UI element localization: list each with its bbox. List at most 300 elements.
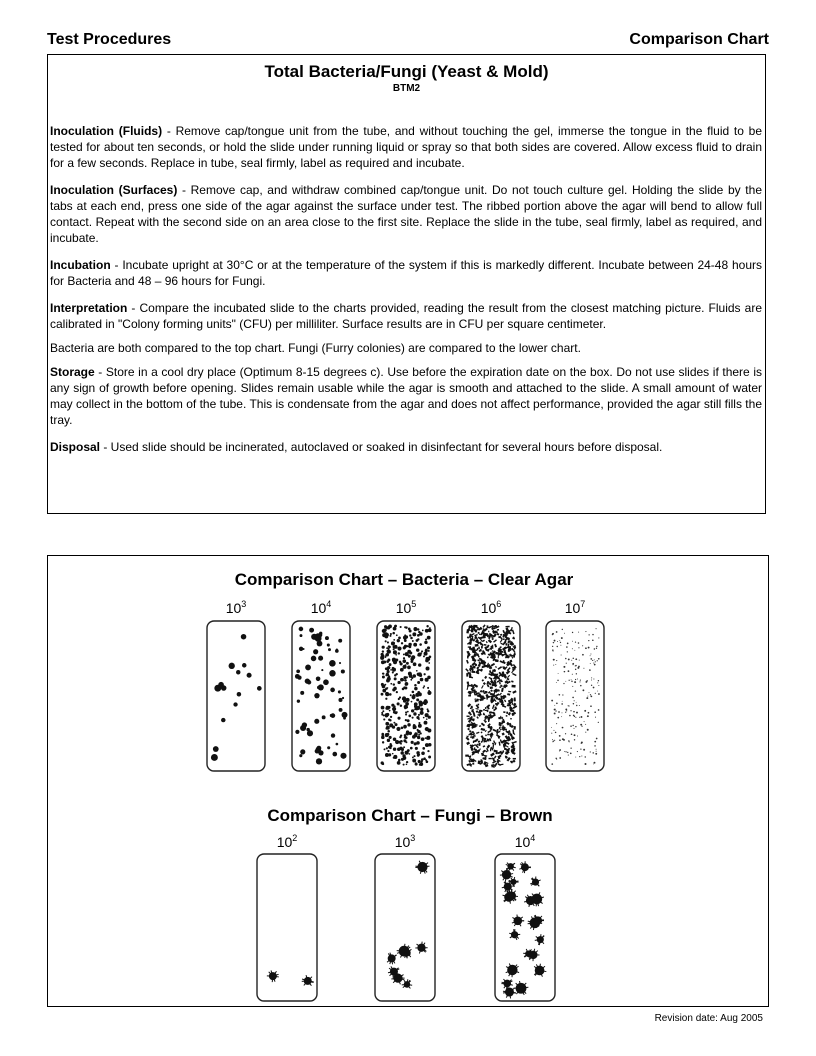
colony-mark (402, 659, 406, 663)
colony-mark (405, 711, 407, 713)
colony-mark (213, 746, 219, 752)
colony-mark (397, 646, 401, 650)
colony-mark (478, 743, 480, 746)
colony-mark (511, 685, 515, 688)
colony-mark (390, 633, 392, 635)
colony-mark (511, 761, 513, 763)
colony-mark (387, 641, 389, 643)
colony-mark (478, 741, 480, 743)
colony-mark (502, 719, 504, 721)
colony-mark (420, 678, 424, 682)
colony-mark (229, 663, 235, 669)
colony-mark (341, 669, 345, 673)
colony-mark (477, 660, 479, 662)
colony-mark (473, 741, 474, 743)
colony-mark (598, 693, 600, 695)
colony-mark (585, 631, 586, 632)
colony-mark (312, 629, 314, 631)
colony-mark (299, 754, 302, 757)
colony-mark (399, 661, 401, 663)
colony-mark (393, 660, 397, 664)
colony-mark (383, 628, 386, 631)
colony-mark (247, 673, 252, 678)
colony-mark (572, 697, 574, 699)
section-heading: Disposal (50, 440, 101, 454)
colony-mark (581, 726, 582, 727)
colony-mark (594, 659, 595, 660)
colony-mark (590, 658, 592, 660)
colony-mark (572, 648, 573, 649)
colony-mark (411, 709, 414, 712)
colony-mark (418, 692, 422, 696)
colony-mark (484, 644, 487, 646)
colony-mark (381, 706, 385, 710)
colony-mark (413, 712, 416, 715)
colony-mark (417, 681, 420, 684)
colony-mark (403, 764, 405, 766)
colony-mark (425, 652, 427, 654)
colony-mark (575, 690, 576, 691)
colony-mark (576, 712, 578, 714)
label-base: 10 (395, 600, 412, 616)
colony-mark (393, 639, 395, 641)
colony-mark (495, 703, 497, 705)
colony-mark (565, 733, 566, 734)
colony-mark (570, 710, 571, 711)
colony-mark (382, 741, 384, 743)
colony-mark (428, 716, 431, 719)
colony-mark (387, 739, 390, 742)
colony-mark (595, 661, 596, 662)
label-exponent: 4 (530, 833, 536, 843)
concentration-label (565, 599, 586, 616)
colony-mark (389, 663, 392, 666)
colony-mark (393, 747, 396, 750)
label-exponent: 5 (411, 599, 417, 609)
colony-mark (414, 708, 416, 710)
colony-mark (339, 662, 341, 664)
colony-mark (567, 642, 569, 644)
colony-mark (578, 632, 579, 633)
colony-mark (418, 652, 422, 656)
colony-mark (403, 636, 407, 640)
colony-mark (553, 730, 554, 731)
colony-mark (388, 718, 391, 721)
colony-mark (598, 709, 600, 711)
colony-mark (385, 653, 389, 657)
colony-mark (389, 710, 391, 712)
colony-mark (559, 739, 561, 741)
colony-mark (596, 749, 597, 750)
colony-mark (574, 650, 575, 651)
label-exponent: 6 (496, 599, 502, 609)
colony-mark (321, 669, 323, 671)
colony-mark (315, 633, 322, 640)
colony-mark (566, 751, 567, 752)
colony-mark (317, 686, 320, 689)
colony-mark (413, 724, 416, 727)
colony-mark (422, 630, 424, 632)
colony-mark (405, 666, 407, 668)
colony-mark (300, 749, 305, 754)
colony-mark (393, 687, 396, 690)
colony-mark (397, 702, 400, 705)
colony-mark (338, 698, 342, 702)
colony-mark (470, 760, 474, 762)
colony-mark (409, 674, 413, 678)
colony-mark (490, 712, 494, 714)
colony-mark (556, 660, 557, 661)
colony-mark (488, 758, 491, 759)
colony-mark (397, 717, 400, 720)
label-base: 10 (564, 600, 581, 616)
colony-mark (484, 691, 487, 693)
concentration-label (515, 833, 536, 850)
colony-mark (572, 686, 573, 687)
concentration-label (396, 599, 417, 616)
colony-mark (565, 712, 566, 713)
colony-mark (390, 716, 392, 718)
colony-mark (427, 710, 429, 712)
colony-mark (579, 705, 580, 706)
colony-mark (554, 705, 555, 706)
colony-mark (387, 659, 390, 662)
colony-mark (388, 648, 390, 650)
colony-mark (393, 712, 395, 714)
colony-mark (421, 752, 425, 756)
colony-mark (418, 631, 420, 633)
colony-mark (505, 626, 509, 628)
colony-mark (572, 641, 573, 642)
colony-mark (498, 654, 499, 658)
colony-mark (587, 729, 589, 731)
colony-mark (297, 699, 300, 702)
colony-mark (386, 673, 389, 676)
colony-mark (398, 636, 401, 639)
colony-mark (551, 733, 552, 734)
colony-mark (575, 642, 576, 643)
colony-mark (313, 649, 318, 654)
colony-mark (406, 676, 408, 678)
colony-mark (404, 639, 407, 642)
colony-mark (410, 637, 413, 640)
colony-mark (415, 747, 418, 750)
colony-mark (426, 718, 428, 720)
colony-mark (417, 638, 419, 640)
colony-mark (590, 751, 591, 752)
header-left-title: Test Procedures (47, 31, 172, 48)
colony-mark (565, 681, 566, 682)
colony-mark (412, 735, 416, 739)
colony-mark (397, 639, 400, 642)
colony-mark (568, 705, 569, 706)
colony-mark (566, 646, 568, 648)
colony-mark (418, 761, 420, 763)
colony-mark (590, 663, 591, 664)
colony-mark (306, 728, 309, 731)
label-base: 10 (480, 600, 497, 616)
colony-mark (395, 723, 398, 726)
colony-mark (503, 650, 506, 653)
colony-mark (327, 746, 330, 749)
colony-mark (493, 674, 496, 676)
colony-mark (397, 747, 401, 751)
colony-mark (559, 757, 561, 759)
colony-mark (410, 747, 413, 750)
label-exponent: 3 (241, 599, 247, 609)
colony-mark (423, 687, 425, 689)
colony-mark (574, 716, 575, 717)
colony-mark (560, 642, 561, 643)
colony-mark (575, 669, 576, 670)
colony-mark (428, 745, 430, 747)
colony-mark (429, 655, 432, 658)
colony-mark (584, 721, 585, 722)
colony-mark (582, 654, 584, 656)
colony-mark (580, 680, 581, 681)
colony-mark (578, 666, 580, 668)
colony-mark (382, 689, 386, 693)
colony-mark (394, 677, 397, 680)
colony-mark (475, 664, 477, 666)
colony-mark (425, 649, 428, 652)
colony-mark (335, 649, 339, 653)
colony-mark (469, 730, 471, 732)
colony-mark (343, 717, 346, 720)
colony-mark (570, 752, 572, 754)
colony-mark (474, 735, 475, 738)
colony-mark (585, 724, 586, 725)
colony-mark (403, 679, 405, 681)
label-base: 10 (514, 834, 531, 850)
colony-mark (467, 655, 469, 658)
colony-mark (591, 685, 592, 686)
colony-mark (598, 658, 600, 660)
colony-mark (506, 712, 508, 714)
comparison-chart-box (47, 555, 769, 1007)
colony-mark (396, 691, 398, 693)
colony-mark (392, 753, 394, 755)
colony-mark (572, 632, 573, 633)
colony-mark (392, 671, 394, 673)
colony-mark (594, 664, 596, 666)
label-exponent: 4 (326, 599, 332, 609)
colony-mark (398, 759, 401, 762)
colony-mark (490, 748, 491, 751)
label-exponent: 3 (410, 833, 416, 843)
label-base: 10 (394, 834, 411, 850)
colony-mark (325, 636, 329, 640)
colony-mark (418, 724, 422, 728)
colony-mark (385, 753, 389, 757)
colony-mark (422, 701, 425, 704)
colony-mark (562, 701, 563, 702)
colony-mark (412, 757, 414, 759)
colony-mark (565, 658, 567, 660)
colony-mark (559, 751, 560, 752)
colony-mark (567, 651, 568, 652)
colony-mark (416, 670, 418, 672)
colony-mark (416, 698, 419, 701)
colony-mark (233, 702, 237, 706)
procedure-body (48, 123, 765, 455)
colony-mark (589, 692, 590, 693)
concentration-label (481, 599, 502, 616)
colony-mark (423, 655, 425, 657)
colony-mark (393, 683, 395, 685)
colony-mark (299, 627, 304, 632)
colony-mark (417, 736, 420, 739)
colony-mark (382, 650, 384, 652)
colony-mark (393, 627, 397, 631)
colony-mark (596, 751, 597, 752)
colony-mark (598, 722, 599, 723)
colony-mark (427, 636, 431, 640)
label-exponent: 7 (580, 599, 586, 609)
colony-mark (409, 753, 411, 755)
colony-mark (502, 674, 506, 676)
colony-mark (401, 726, 404, 729)
colony-filament (535, 940, 541, 941)
colony-mark (428, 662, 430, 664)
colony-mark (564, 671, 566, 673)
colony-mark (411, 701, 413, 703)
colony-mark (467, 716, 470, 717)
section-heading: Storage (50, 365, 95, 379)
colony-mark (413, 643, 417, 647)
colony-mark (585, 763, 587, 765)
colony-mark (422, 747, 425, 750)
colony-mark (592, 660, 593, 661)
colony-mark (500, 646, 502, 648)
colony-mark (583, 749, 585, 751)
colony-mark (404, 626, 406, 628)
procedure-box (47, 54, 766, 514)
colony-mark (561, 716, 562, 717)
colony-mark (408, 628, 411, 631)
colony-mark (592, 634, 593, 635)
colony-mark (598, 680, 599, 681)
colony-mark (400, 626, 402, 628)
colony-mark (581, 716, 583, 718)
colony-mark (583, 668, 584, 669)
colony-mark (555, 732, 557, 734)
colony-mark (392, 668, 396, 672)
colony-mark (300, 725, 306, 731)
colony-mark (571, 733, 573, 735)
colony-mark (564, 633, 565, 634)
colony-mark (596, 738, 598, 740)
colony-mark (402, 750, 404, 752)
colony-mark (381, 736, 385, 740)
colony-mark (575, 726, 576, 727)
colony-mark (493, 764, 494, 768)
colony-mark (496, 659, 499, 662)
colony-mark (557, 680, 558, 681)
colony-mark (393, 737, 397, 741)
fungi-slide (375, 854, 435, 1001)
colony-mark (555, 664, 556, 665)
colony-mark (503, 638, 505, 640)
colony-mark (393, 705, 395, 707)
section-interpretation (50, 300, 762, 332)
colony-mark (472, 763, 474, 765)
colony-mark (394, 625, 396, 627)
colony-mark (574, 681, 576, 683)
colony-mark (594, 648, 595, 649)
label-base: 10 (310, 600, 327, 616)
colony-mark (485, 707, 487, 709)
colony-mark (561, 637, 563, 639)
colony-mark (400, 705, 402, 707)
colony-mark (577, 736, 578, 737)
colony-mark (427, 750, 429, 752)
section-comparison-note (50, 340, 762, 356)
colony-mark (554, 740, 555, 741)
colony-mark (422, 738, 424, 740)
colony-mark (562, 738, 564, 740)
colony-mark (590, 694, 591, 695)
colony-mark (572, 674, 573, 675)
colony-mark (557, 641, 558, 642)
colony-mark (572, 725, 573, 726)
concentration-label (226, 599, 247, 616)
colony-mark (242, 663, 247, 668)
colony-mark (221, 718, 225, 722)
colony-mark (595, 717, 596, 718)
colony-mark (300, 634, 303, 637)
colony-mark (412, 674, 416, 678)
colony-mark (398, 652, 400, 654)
colony-mark (575, 679, 576, 680)
colony-mark (236, 670, 240, 674)
colony-mark (558, 673, 559, 674)
colony-mark (552, 649, 554, 651)
colony-mark (386, 706, 390, 710)
colony-mark (393, 755, 397, 759)
colony-mark (488, 696, 491, 698)
colony-mark (327, 644, 330, 647)
colony-mark (307, 680, 309, 682)
colony-mark (580, 724, 582, 726)
colony-mark (418, 708, 420, 710)
colony-mark (556, 682, 557, 683)
colony-mark (555, 709, 556, 710)
colony-mark (592, 639, 594, 641)
section-disposal (50, 439, 762, 455)
colony-mark (387, 650, 391, 654)
colony-mark (562, 712, 563, 713)
colony-mark (237, 692, 242, 697)
colony-mark (300, 691, 304, 695)
colony-mark (381, 660, 385, 664)
colony-mark (400, 751, 403, 754)
colony-mark (567, 752, 568, 753)
colony-mark (404, 645, 407, 648)
colony-mark (415, 763, 418, 766)
colony-mark (410, 679, 412, 681)
colony-mark (497, 629, 499, 631)
colony-mark (421, 650, 423, 652)
colony-mark (420, 708, 423, 711)
colony-mark (556, 631, 558, 633)
colony-mark (418, 663, 421, 666)
colony-mark (323, 679, 329, 685)
colony-mark (414, 628, 417, 631)
colony-mark (478, 632, 480, 634)
colony-mark (559, 735, 561, 737)
section-text: Bacteria are both compared to the top chart. Fungi (Furry colonies) are compared to the lower chart. (50, 341, 581, 355)
